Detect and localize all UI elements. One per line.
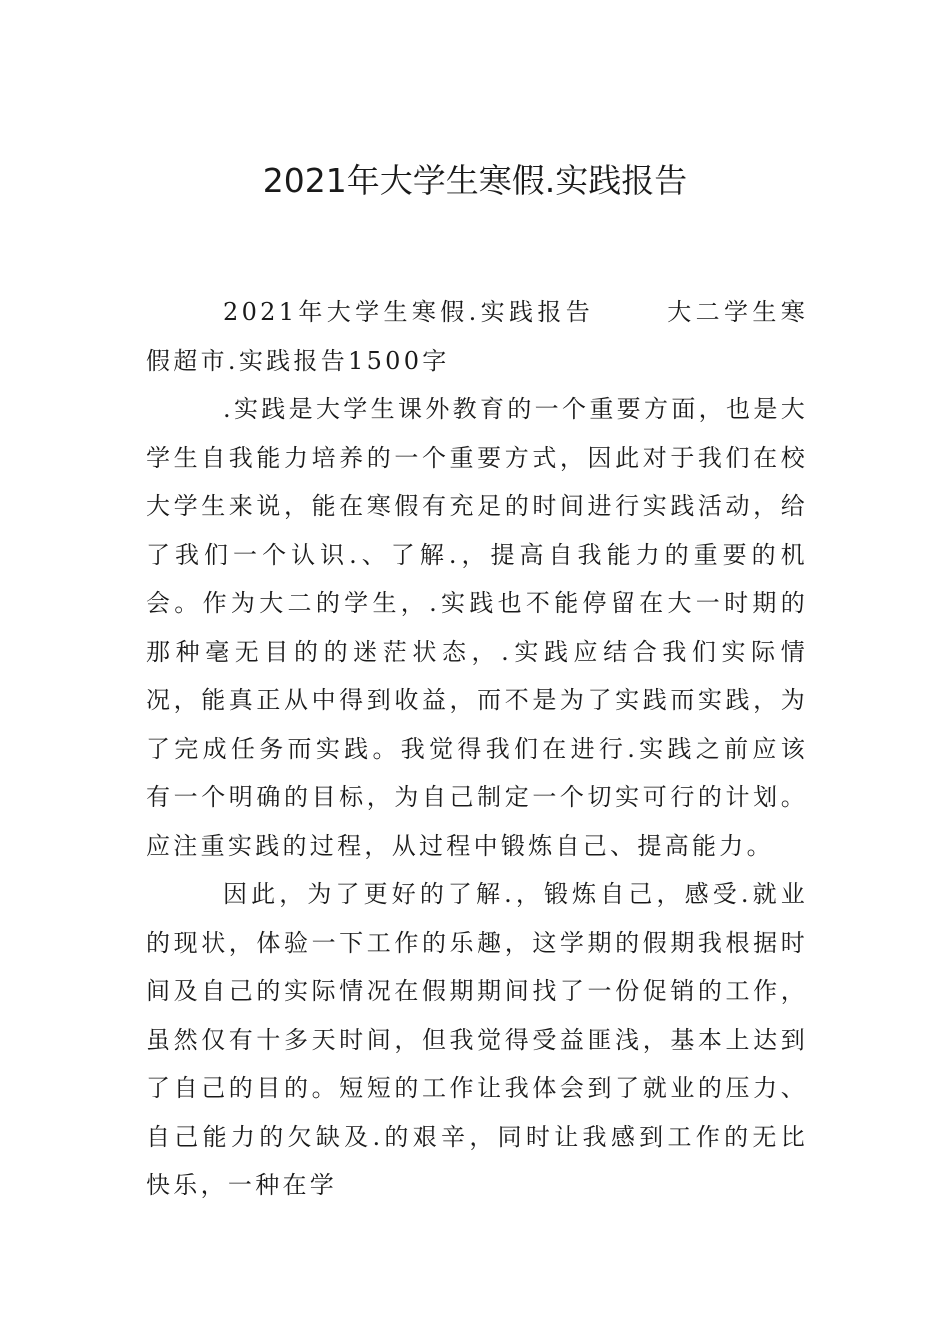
body-paragraph-2: 因此，为了更好的了解.，锻炼自己，感受.就业的现状，体验一下工作的乐趣，这学期的假期我根据时间及自己的实际情况在假期期间找了一份促销的工作，虽然仅有十多天时间，但我觉得受益匪浅，基本上达到了自己的目的。短短的工作让我体会到了就业的压力、自己能力的欠缺及.的艰辛，同时让我感到工作的无比快乐，一种在学: [146, 880, 808, 1199]
document-body: [146, 288, 808, 1210]
intro-title-text: 2021年大学生寒假.实践报告: [223, 298, 595, 326]
document-title: 2021年大学生寒假.实践报告: [262, 161, 688, 200]
body-paragraph-1: .实践是大学生课外教育的一个重要方面，也是大学生自我能力培养的一个重要方式，因此对于我们在校大学生来说，能在寒假有充足的时间进行实践活动，给了我们一个认识.、了解.，提高自我能力的重要的机会。作为大二的学生，.实践也不能停留在大一时期的那种毫无目的的迷茫状态，.实践应结合我们实际情况，能真正从中得到收益，而不是为了实践而实践，为了完成任务而实践。我觉得我们在进行.实践之前应该有一个明确的目标，为自己制定一个切实可行的计划。应注重实践的过程，从过程中锻炼自己、提高能力。: [146, 395, 808, 860]
intro-subtitle-text: 大二学生寒假超市.实践报告1500字: [146, 298, 809, 375]
intro-paragraph: [146, 288, 808, 385]
